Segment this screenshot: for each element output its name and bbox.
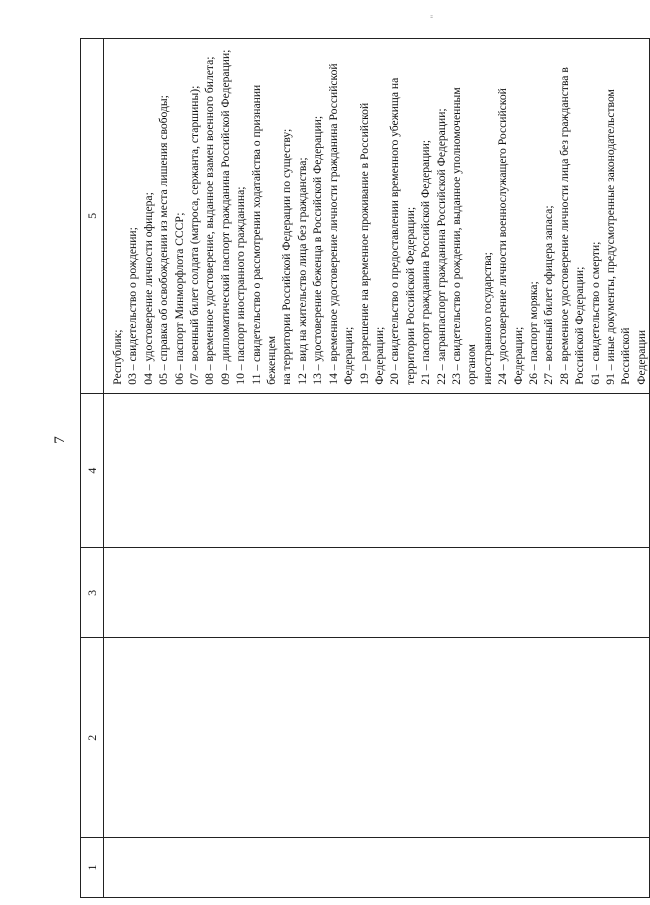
table-header-row (81, 39, 104, 898)
column-header-4: 4 (81, 393, 104, 548)
list-item: 27 – военный билет офицера запаса; (542, 205, 556, 385)
list-item: 24 – удостоверение личности военнослужащего Российской Федерации; (496, 88, 525, 385)
list-item: Республик; (111, 329, 124, 385)
table-row (104, 39, 650, 898)
list-item: территории Российской Федерации; (403, 206, 417, 385)
list-item: 20 – свидетельство о предоставлении временного убежища на (388, 77, 402, 385)
list-item: Федерации (634, 329, 648, 385)
list-item: 91 – иные документы, предусмотренные законодательством Российской (604, 89, 633, 385)
list-item: на территории Российской Федерации по существу; (280, 128, 294, 385)
list-item: 19 – разрешение на временное проживание в Российской Федерации; (357, 102, 386, 385)
list-item: 07 – военный билет солдата (матроса, сержанта, старшины); (188, 85, 202, 385)
list-item: 09 – дипломатический паспорт гражданина Российской Федерации; (218, 49, 232, 385)
list-item: иностранного государства; (480, 252, 494, 385)
list-item: 03 – свидетельство о рождении; (126, 227, 140, 385)
cell-col-1 (104, 838, 650, 898)
list-item: 12 – вид на жительство лица без гражданства; (295, 157, 309, 385)
list-item: Российской Федерации; (573, 266, 587, 385)
column-header-5: 5 (81, 39, 104, 394)
list-item: 22 – загранпаспорт гражданина Российской Федерации; (434, 108, 448, 385)
list-item: 05 – справка об освобождении из места лишения свободы; (157, 95, 171, 385)
page-number: 7 (52, 436, 68, 444)
cell-col-5 (104, 39, 650, 394)
document-table-container (80, 38, 648, 898)
scan-mark: " (429, 14, 439, 19)
list-item: 26 – паспорт моряка; (526, 281, 540, 385)
list-item: 14 – временное удостоверение личности гражданина Российской (326, 63, 340, 385)
document-codes-table (80, 38, 650, 898)
list-item: 11 – свидетельство о рассмотрении ходатайства о признании беженцем (249, 84, 279, 385)
list-item: 23 – свидетельство о рождении, выданное уполномоченным органом (449, 87, 479, 385)
column-header-1: 1 (81, 838, 104, 898)
list-item: 21 – паспорт гражданина Российской Федерации; (419, 139, 433, 385)
column-header-2: 2 (81, 638, 104, 838)
list-item: Федерации; (342, 326, 356, 385)
cell-col-3 (104, 548, 650, 638)
column-header-3: 3 (81, 548, 104, 638)
list-item: 61 – свидетельство о смерти; (588, 241, 602, 385)
list-item: 13 – удостоверение беженца в Российской Федерации; (311, 115, 325, 385)
document-type-list (104, 39, 649, 393)
list-item: 10 – паспорт иностранного гражданина; (234, 186, 248, 385)
list-item: 08 – временное удостоверение, выданное взамен военного билета; (203, 56, 217, 385)
cell-col-2 (104, 638, 650, 838)
cell-col-4 (104, 393, 650, 548)
list-item: 04 – удостоверение личности офицера; (141, 192, 155, 385)
list-item: 06 – паспорт Минморфлота СССР; (172, 212, 186, 385)
list-item: 28 – временное удостоверение личности лица без гражданства в (557, 67, 571, 385)
